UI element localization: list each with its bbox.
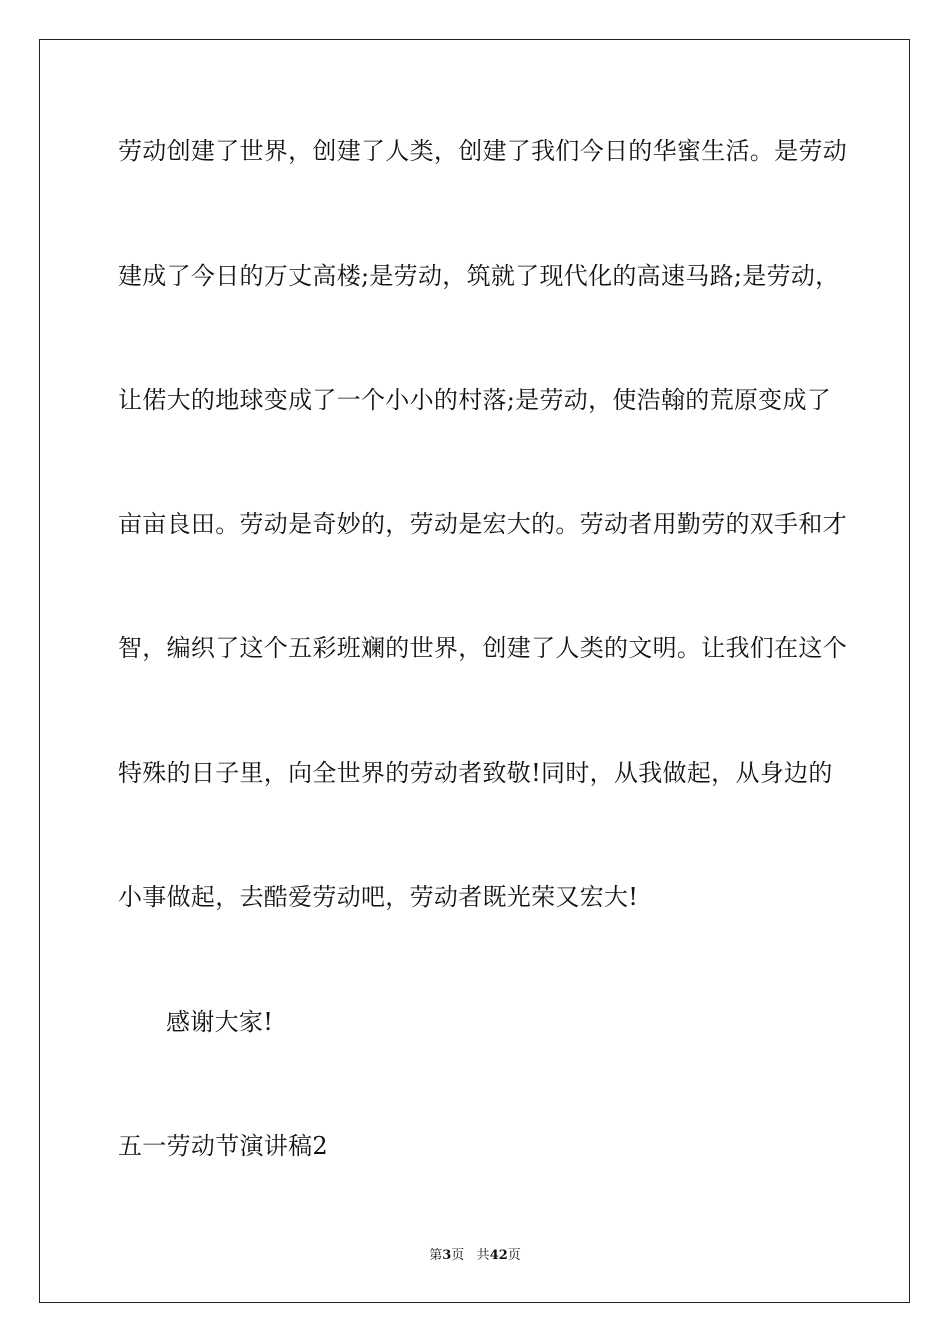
closing-line: 感谢大家! [166, 1008, 274, 1036]
paragraph-line-4: 亩亩良田。劳动是奇妙的，劳动是宏大的。劳动者用勤劳的双手和才 [118, 510, 847, 538]
footer-page-number: 3 [442, 1248, 452, 1263]
paragraph-line-6: 特殊的日子里，向全世界的劳动者致敬!同时，从我做起，从身边的 [118, 759, 833, 787]
footer-page-suffix: 页 [451, 1248, 465, 1263]
footer-total-prefix: 共 [476, 1248, 490, 1263]
footer-total-suffix: 页 [507, 1248, 521, 1263]
next-section-title: 五一劳动节演讲稿2 [118, 1132, 328, 1160]
page-border [39, 39, 910, 1303]
paragraph-line-2: 建成了今日的万丈高楼;是劳动，筑就了现代化的高速马路;是劳动， [118, 262, 840, 290]
paragraph-line-7: 小事做起，去酷爱劳动吧，劳动者既光荣又宏大! [118, 883, 639, 911]
paragraph-line-3: 让偌大的地球变成了一个小小的村落;是劳动，使浩翰的荒原变成了 [118, 386, 832, 414]
page-footer [0, 1247, 950, 1265]
paragraph-line-5: 智，编织了这个五彩班斓的世界，创建了人类的文明。让我们在这个 [118, 634, 847, 662]
paragraph-line-1: 劳动创建了世界，创建了人类，创建了我们今日的华蜜生活。是劳动 [118, 137, 847, 165]
footer-page-prefix: 第 [429, 1248, 443, 1263]
footer-total-pages: 42 [489, 1248, 508, 1263]
